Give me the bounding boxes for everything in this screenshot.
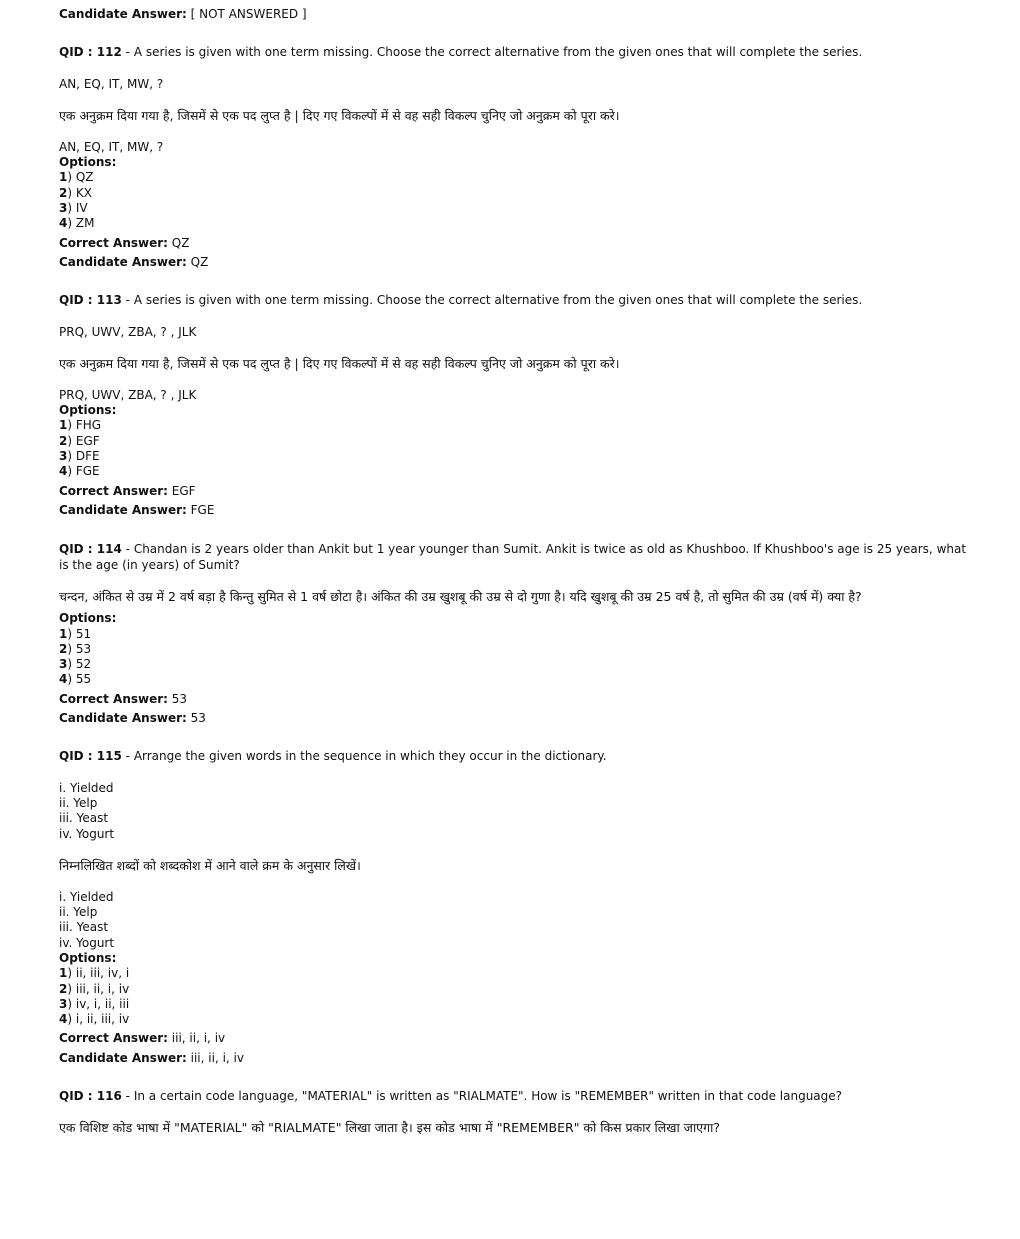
option-item: 2) EGF <box>59 433 100 448</box>
option-item: 3) IV <box>59 201 88 216</box>
series-hi: AN, EQ, IT, MW, ? <box>59 139 164 154</box>
question-text: QID : 116 - In a certain code language, "MATERIAL" is written as "RIALMATE". How is "REMEMBER" written in that code language? <box>59 1089 843 1104</box>
option-item: 1) FHG <box>59 418 102 433</box>
candidate-answer: Candidate Answer: 53 <box>59 711 206 726</box>
correct-answer: Correct Answer: iii, ii, i, iv <box>59 1031 226 1046</box>
question-text-hindi: एक अनुक्रम दिया गया है, जिसमें से एक पद लुप्त है | दिए गए विकल्पों में से वह सही विकल्प चुनिए जो अनुक्रम को पूरा करे। <box>59 355 620 371</box>
options-label: Options: <box>59 950 117 965</box>
correct-answer: Correct Answer: 53 <box>59 691 188 706</box>
options-label: Options: <box>59 403 117 418</box>
options-label: Options: <box>59 611 117 626</box>
question-text-hindi: चन्दन, अंकित से उम्र में 2 वर्ष बड़ा है किन्तु सुमित से 1 वर्ष छोटा है। अंकित की उम्र खुशबू की उम्र से दो गुणा है। यदि खुशबू की उम्र 25 वर्ष है, तो सुमित की उम्र (वर्ष में) क्या है? <box>59 589 862 605</box>
word-item: i. Yielded <box>59 780 114 795</box>
option-item: 1) 51 <box>59 626 92 641</box>
series-en: AN, EQ, IT, MW, ? <box>59 76 164 91</box>
option-item: 3) DFE <box>59 449 100 464</box>
question-text-hindi: निम्नलिखित शब्दों को शब्दकोश में आने वाले क्रम के अनुसार लिखें। <box>59 857 361 873</box>
option-item: 3) 52 <box>59 657 92 672</box>
document-page <box>59 7 969 1136</box>
option-item: 4) FGE <box>59 464 100 479</box>
option-item: 4) i, ii, iii, iv <box>59 1012 130 1027</box>
word-item: iv. Yogurt <box>59 826 115 841</box>
option-item: 4) 55 <box>59 672 92 687</box>
option-item: 4) ZM <box>59 216 95 231</box>
option-item: 2) iii, ii, i, iv <box>59 981 130 996</box>
candidate-answer: Candidate Answer: iii, ii, i, iv <box>59 1050 244 1065</box>
word-item: iii. Yeast <box>59 811 109 826</box>
candidate-answer-label: Candidate Answer: <box>59 7 187 21</box>
question-text: QID : 113 - A series is given with one term missing. Choose the correct alternative from the given ones that will complete the series. <box>59 293 863 308</box>
option-item: 1) QZ <box>59 170 94 185</box>
word-item: ii. Yelp <box>59 795 98 810</box>
option-item: 1) ii, iii, iv, i <box>59 966 130 981</box>
question-114 <box>59 541 969 726</box>
word-item: iv. Yogurt <box>59 935 115 950</box>
prev-candidate-answer <box>59 7 969 22</box>
question-text: QID : 114 - Chandan is 2 years older than Ankit but 1 year younger than Sumit. Ankit is twice as old as Khushboo. If Khushboo's age is 25 years, what is the age (in years) of Sumit? <box>59 542 967 573</box>
question-115 <box>59 749 969 1066</box>
question-text-hindi: एक अनुक्रम दिया गया है, जिसमें से एक पद लुप्त है | दिए गए विकल्पों में से वह सही विकल्प चुनिए जो अनुक्रम को पूरा करे। <box>59 107 620 123</box>
word-item: ii. Yelp <box>59 905 98 920</box>
option-item: 2) 53 <box>59 641 92 656</box>
question-text-hindi: एक विशिष्ट कोड भाषा में "MATERIAL" को "RIALMATE" लिखा जाता है। इस कोड भाषा में "REMEMBER" को किस प्रकार लिखा जाएगा? <box>59 1120 721 1136</box>
word-item: iii. Yeast <box>59 920 109 935</box>
question-113 <box>59 293 969 518</box>
word-item: i. Yielded <box>59 889 114 904</box>
candidate-answer: Candidate Answer: FGE <box>59 502 215 517</box>
question-text: QID : 115 - Arrange the given words in the sequence in which they occur in the dictionary. <box>59 749 607 764</box>
question-116 <box>59 1089 969 1136</box>
option-item: 3) iv, i, ii, iii <box>59 996 130 1011</box>
series-en: PRQ, UWV, ZBA, ? , JLK <box>59 324 197 339</box>
candidate-answer-value: [ NOT ANSWERED ] <box>190 7 307 21</box>
options-label: Options: <box>59 155 117 170</box>
correct-answer: Correct Answer: EGF <box>59 483 196 498</box>
option-item: 2) KX <box>59 185 92 200</box>
candidate-answer: Candidate Answer: QZ <box>59 254 209 269</box>
series-hi: PRQ, UWV, ZBA, ? , JLK <box>59 387 197 402</box>
correct-answer: Correct Answer: QZ <box>59 235 190 250</box>
question-112 <box>59 45 969 270</box>
question-text: QID : 112 - A series is given with one term missing. Choose the correct alternative from the given ones that will complete the series. <box>59 45 863 60</box>
